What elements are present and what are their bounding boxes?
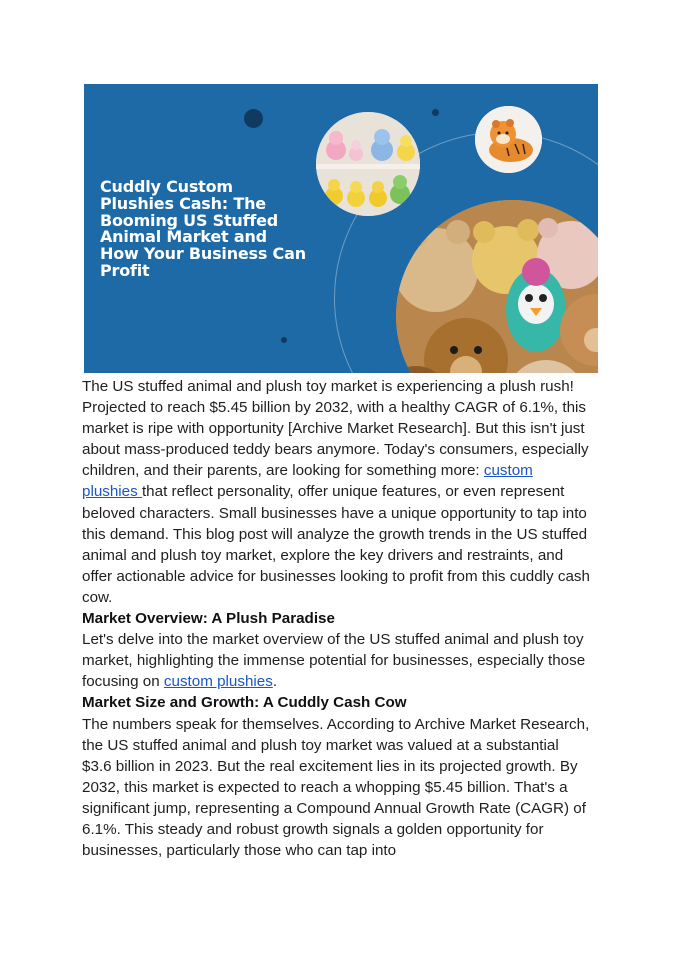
market-overview-paragraph — [82, 629, 592, 692]
decorative-dot — [281, 337, 287, 343]
decorative-dot — [432, 109, 439, 116]
decorative-dot — [244, 109, 263, 128]
hero-title-line: Booming US Stuffed — [100, 210, 279, 230]
custom-plushies-link[interactable]: custom plushies — [82, 462, 533, 501]
hero-banner — [84, 84, 598, 373]
section-heading: Market Size and Growth: A Cuddly Cash Cow — [82, 694, 407, 712]
article-body — [82, 376, 592, 861]
hero-title-line: Animal Market and — [100, 227, 267, 247]
hero-title-line: Cuddly Custom — [100, 177, 233, 196]
hero-title — [100, 179, 340, 280]
hero-title-line: Plushies Cash: The — [100, 193, 266, 213]
intro-text: The US stuffed animal and plush toy market is experiencing a plush rush! Projected to reach $5.45 billion by 2032, with a healthy CAGR of 6.1%, this market is ripe with opportunity [Archive Market Research]. But this isn't just about mass-produced teddy bears anymore. Today's consumers, especially children, and their parents, are looking for something more: — [82, 378, 589, 480]
tiger-plush-image — [475, 106, 542, 173]
intro-text-continued: that reflect personality, offer unique features, or even represent beloved characters. Small businesses have a unique opportunity to tap into this demand. This blog post will analyze the growth trends in the US stuffed animal and plush toy market, explore the key drivers and restraints, and offer actionable advice for businesses looking to profit from this cuddly cash cow. — [82, 483, 590, 606]
section-heading: Market Overview: A Plush Paradise — [82, 610, 335, 628]
intro-paragraph — [82, 376, 592, 608]
custom-plushies-link[interactable]: custom plushies — [163, 673, 273, 691]
hero-title-line: Profit — [100, 260, 150, 280]
hero-title-line: How Your Business Can — [100, 244, 306, 264]
plush-shelf-image — [316, 112, 420, 216]
market-size-paragraph: The numbers speak for themselves. According to Archive Market Research, the US stuffed animal and plush toy market was valued at a substantial $3.6 billion in 2023. But the real excitement lies in its projected growth. By 2032, this market is expected to reach a whopping $5.45 billion. That's a significant jump, representing a Compound Annual Growth Rate (CAGR) of 6.1%. This steady and robust growth signals a golden opportunity for businesses, particularly those who can tap into — [82, 715, 590, 860]
overview-text: Let's delve into the market overview of the US stuffed animal and plush toy market, highlighting the immense potential for businesses, especially those focusing on — [82, 631, 586, 691]
overview-text-end: . — [272, 673, 278, 691]
